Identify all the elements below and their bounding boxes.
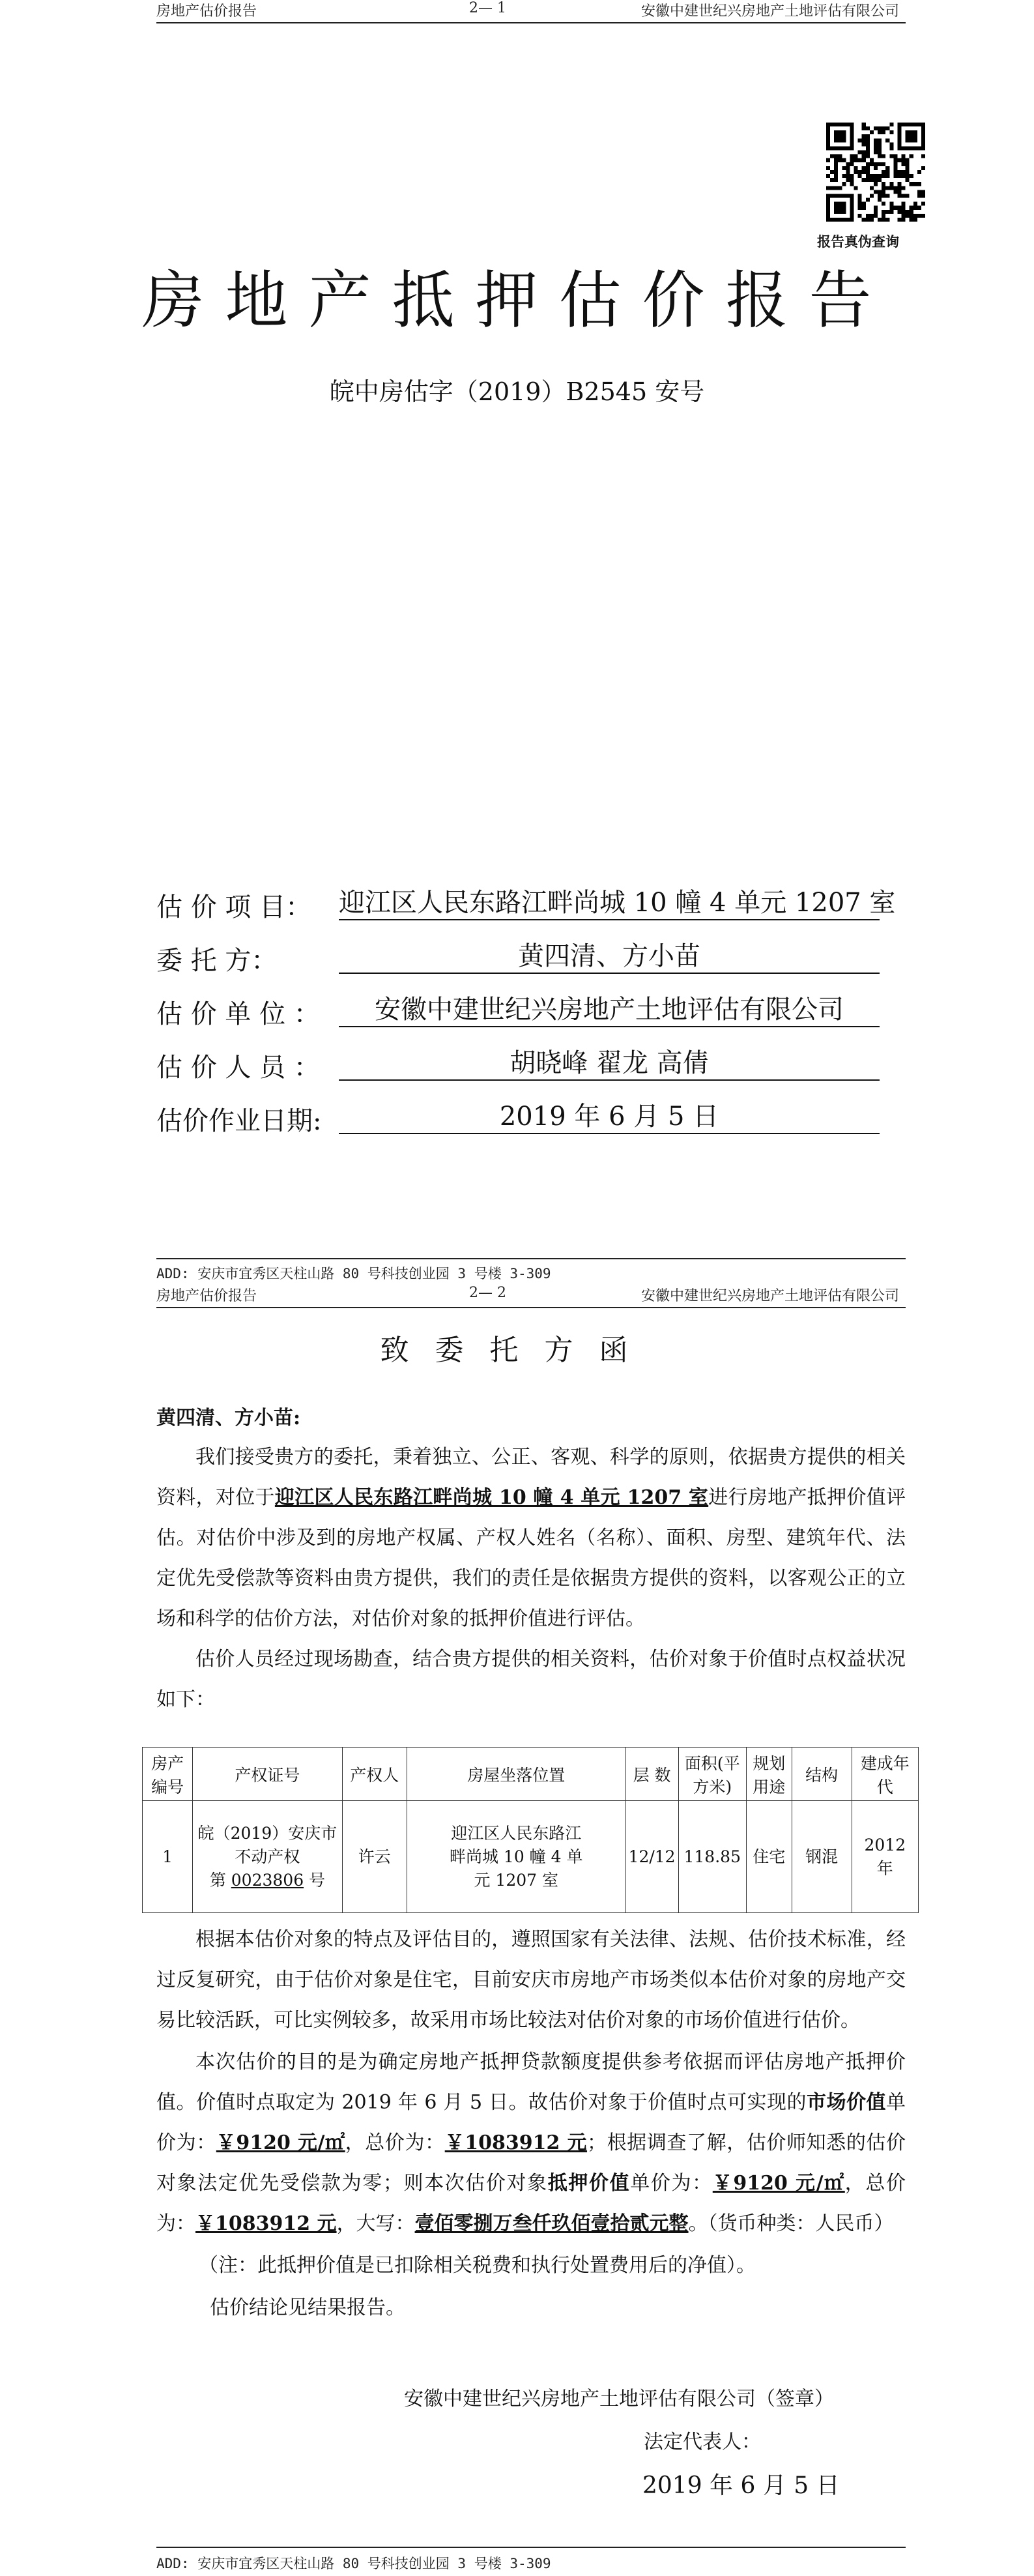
letter-date: 2019 年 6 月 5 日 — [642, 2472, 840, 2499]
signature-representative: 法定代表人： — [644, 2431, 761, 2453]
footer-address: ADD: 安庆市宜秀区天柱山路 80 号科技创业园 3 号楼 3-309 — [156, 2556, 551, 2571]
text: 第 — [209, 1870, 231, 1890]
property-address: 迎江区人民东路江畔尚城 10 幢 4 单元 1207 室 — [274, 1486, 709, 1509]
cert-number: 0023806 — [231, 1870, 304, 1890]
col-header: 结构 — [792, 1748, 852, 1801]
mortgage-unit-price: ￥9120 元/㎡ — [712, 2172, 845, 2195]
col-header: 产权人 — [342, 1748, 407, 1801]
text: 进行房地产抵押价值评估。对估价中涉及到的房地产权属、产权人姓名（名称）、面积、房型、建筑年代、法定优先受偿款等资料由贵方提供，我们的责任是依据贵方提供的资料，以客观公正的立场和科学的估价方法，对估价对象的抵押价值进行评估。 — [156, 1486, 906, 1630]
paragraph-3: 根据本估价对象的特点及评估目的，遵照国家有关法律、法规、估价技术标准，经过反复研究，由于估价对象是住宅，目前安庆市房地产市场类似本估价对象的房地产交易比较活跃，可比实例较多，故采用市场比较法对估价对象的市场价值进行估价。 — [156, 1928, 906, 2032]
qr-caption: 报告真伪查询 — [817, 234, 899, 250]
text: ，总价为： — [345, 2131, 445, 2154]
running-header — [156, 1285, 906, 1308]
running-header — [156, 0, 906, 23]
col-header: 规划用途 — [746, 1748, 792, 1801]
cell-structure: 钢混 — [792, 1801, 852, 1913]
paragraph-2: 估价人员经过现场勘查，结合贵方提供的相关资料，估价对象于价值时点权益状况如下： — [156, 1648, 906, 1711]
footer-divider — [156, 2547, 906, 2548]
col-header: 房屋坐落位置 — [407, 1748, 625, 1801]
header-left: 房地产估价报告 — [156, 3, 257, 20]
col-header: 面积(平方米) — [678, 1748, 746, 1801]
header-company: 安徽中建世纪兴房地产土地评估有限公司 — [640, 1288, 899, 1304]
amount-in-words: 壹佰零捌万叁仟玖佰壹拾贰元整 — [414, 2212, 689, 2235]
cell-owner: 许云 — [342, 1801, 407, 1913]
text: 。（货币种类：人民币） — [688, 2212, 894, 2235]
cell-year: 2012 年 — [852, 1801, 918, 1913]
header-page-number: 2— 1 — [469, 0, 506, 16]
table-row — [143, 1801, 919, 1913]
info-value: 2019 年 6 月 5 日 — [339, 1100, 880, 1134]
text: ，大写： — [336, 2212, 415, 2235]
text: 皖（2019）安庆市不动产权 — [197, 1823, 337, 1866]
info-label: 估 价 人 员 ： — [156, 1053, 320, 1083]
text: 号 — [304, 1870, 326, 1890]
total-price: ￥1083912 元 — [444, 2131, 588, 2154]
addressee: 黄四清、方小苗: — [156, 1407, 301, 1429]
mortgage-total-price: ￥1083912 元 — [195, 2212, 337, 2235]
info-value: 迎江区人民东路江畔尚城 10 幢 4 单元 1207 室 — [339, 886, 880, 920]
property-table — [142, 1747, 919, 1913]
letter-title: 致委托方函 — [380, 1334, 654, 1367]
col-header: 房产编号 — [143, 1748, 193, 1801]
report-number: 皖中房估字（2019）B2545 安号 — [329, 377, 705, 406]
unit-price: ￥9120 元/㎡ — [216, 2131, 345, 2154]
col-header: 产权证号 — [193, 1748, 343, 1801]
letter-page — [0, 1281, 1034, 2576]
text: 我们接受贵方的委托，秉着独立、公正、客观、科学的原则，依据贵方提供的相关资料，对位于 — [156, 1446, 906, 1509]
paragraph-conclusion: 估价结论见结果报告。 — [210, 2296, 405, 2319]
header-company: 安徽中建世纪兴房地产土地评估有限公司 — [640, 3, 899, 20]
paragraph-1 — [156, 1437, 906, 1639]
text: ，总价为： — [156, 2172, 906, 2235]
info-label: 估 价 项 目： — [156, 892, 312, 922]
col-header: 建成年代 — [852, 1748, 918, 1801]
col-header: 层 数 — [625, 1748, 678, 1801]
mortgage-value-label: 抵押价值 — [547, 2172, 631, 2195]
header-left: 房地产估价报告 — [156, 1288, 257, 1304]
text: ；根据调查了解，估价师知悉的估价对象法定优先受偿款为零；则本次估价对象 — [156, 2131, 906, 2195]
info-label: 估 价 单 位 ： — [156, 999, 320, 1029]
text: 单价为： — [156, 2091, 906, 2154]
paragraph-4 — [156, 2042, 906, 2244]
cell-cert — [193, 1801, 343, 1913]
info-label: 估价作业日期: — [156, 1106, 322, 1136]
table-header-row — [143, 1748, 919, 1801]
signature-company: 安徽中建世纪兴房地产土地评估有限公司（签章） — [404, 2388, 834, 2410]
paragraph-note: （注：此抵押价值是已扣除相关税费和执行处置费用后的净值）。 — [199, 2254, 756, 2277]
info-value: 胡晓峰 翟龙 高倩 — [339, 1047, 880, 1081]
text: 单价为： — [630, 2172, 713, 2195]
text: 本次估价的目的是为确定房地产抵押贷款额度提供参考依据而评估房地产抵押价值。价值时点取定为 2019 年 6 月 5 日。故估价对象于价值时点可实现的 — [156, 2051, 906, 2114]
report-title: 房地产抵押估价报告 — [141, 264, 893, 337]
footer-divider — [156, 1258, 906, 1259]
cell-location: 迎江区人民东路江畔尚城 10 幢 4 单元 1207 室 — [407, 1801, 625, 1913]
cell-use: 住宅 — [746, 1801, 792, 1913]
cover-page — [0, 0, 1034, 1281]
qr-code-icon[interactable] — [826, 123, 925, 222]
market-value-label: 市场价值 — [807, 2091, 886, 2114]
info-label: 委 托 方： — [156, 946, 278, 976]
cell-no: 1 — [143, 1801, 193, 1913]
info-value: 安徽中建世纪兴房地产土地评估有限公司 — [339, 993, 880, 1027]
cell-floors: 12/12 — [625, 1801, 678, 1913]
cell-area: 118.85 — [678, 1801, 746, 1913]
footer-address: ADD: 安庆市宜秀区天柱山路 80 号科技创业园 3 号楼 3-309 — [156, 1266, 551, 1281]
info-value: 黄四清、方小苗 — [339, 940, 880, 974]
header-page-number: 2— 2 — [469, 1285, 506, 1301]
